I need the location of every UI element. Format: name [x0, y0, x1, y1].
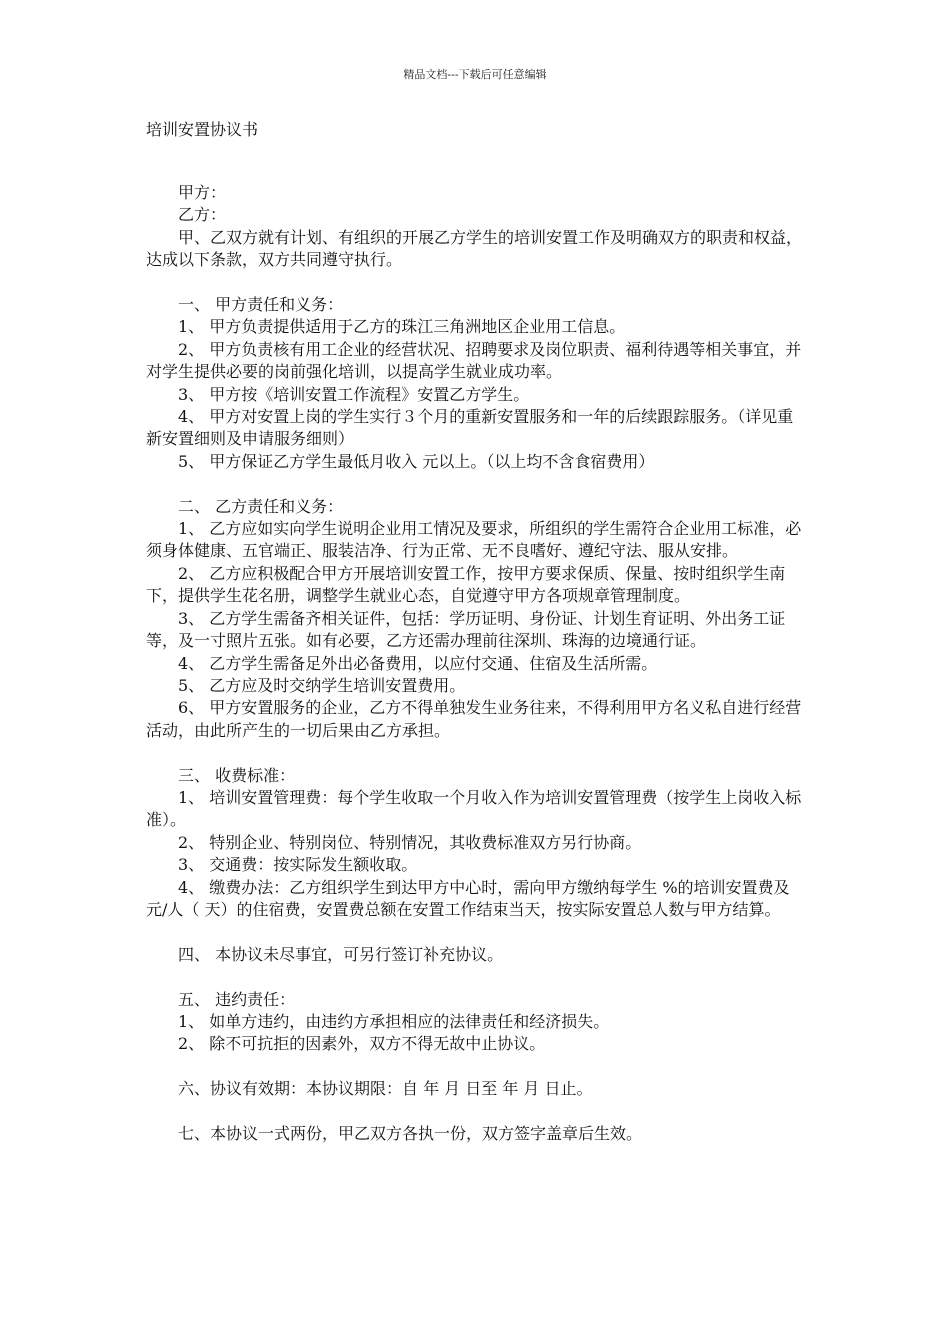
section5-heading: 五、 违约责任：: [178, 989, 296, 1009]
page-header: 精品文档---下载后可任意编辑: [403, 68, 547, 81]
section4-text: 四、 本协议未尽事宜，可另行签订补充协议。: [178, 944, 504, 964]
section3-item: 2、 特别企业、特别岗位、特别情况，其收费标准双方另行协商。: [178, 832, 642, 852]
section2-item: 1、 乙方应如实向学生说明企业用工情况及要求，所组织的学生需符合企业用工标准，必须身体健康、五官端正、服装洁净、行为正常、无不良嗜好、遵纪守法、服从安排。: [146, 519, 802, 561]
section2-heading: 二、 乙方责任和义务：: [178, 496, 344, 516]
section2-item: 2、 乙方应积极配合甲方开展培训安置工作，按甲方要求保质、保量、按时组织学生南下，提供学生花名册，调整学生就业心态，自觉遵守甲方各项规章管理制度。: [146, 563, 786, 606]
document-title: 培训安置协议书: [146, 120, 259, 139]
section5-item: 2、 除不可抗拒的因素外，双方不得无故中止协议。: [178, 1034, 546, 1054]
section2-item: 4、 乙方学生需备足外出必备费用，以应付交通、住宿及生活所需。: [178, 653, 658, 673]
intro-paragraph: 甲、乙双方就有计划、有组织的开展乙方学生的培训安置工作及明确双方的职责和权益，达成以下条款，双方共同遵守执行。: [146, 227, 803, 270]
section1-item: 5、 甲方保证乙方学生最低月收入 元以上。（以上均不含食宿费用）: [178, 451, 655, 471]
section2-item: 5、 乙方应及时交纳学生培训安置费用。: [178, 675, 466, 695]
section1-item: 4、 甲方对安置上岗的学生实行３个月的重新安置服务和一年的后续跟踪服务。（详见重新安置细则及申请服务细则）: [146, 407, 794, 449]
party-b-line: 乙方：: [178, 205, 227, 225]
document-body: [146, 182, 806, 1145]
section5-item: 1、 如单方违约，由违约方承担相应的法律责任和经济损失。: [178, 1011, 610, 1031]
section1-heading: 一、 甲方责任和义务：: [178, 295, 344, 315]
section6-text: 六、协议有效期：本协议期限：自 年 月 日至 年 月 日止。: [178, 1079, 593, 1099]
party-a-line: 甲方：: [178, 183, 227, 202]
section2-item: 3、 乙方学生需备齐相关证件，包括：学历证明、身份证、计划生育证明、外出务工证等，及一寸照片五张。如有必要，乙方还需办理前往深圳、珠海的边境通行证。: [146, 608, 786, 651]
section1-item: 3、 甲方按《培训安置工作流程》安置乙方学生。: [178, 384, 530, 404]
section1-item: 2、 甲方负责核有用工企业的经营状况、招聘要求及岗位职责、福利待遇等相关事宜，并对学生提供必要的岗前强化培训，以提高学生就业成功率。: [146, 339, 802, 382]
section7-text: 七、本协议一式两份，甲乙双方各执一份，双方签字盖章后生效。: [178, 1123, 643, 1143]
section2-item: 6、 甲方安置服务的企业，乙方不得单独发生业务往来，不得利用甲方名义私自进行经营活动，由此所产生的一切后果由乙方承担。: [146, 698, 802, 740]
section3-heading: 三、 收费标准：: [178, 765, 296, 785]
section3-item: 3、 交通费：按实际发生额收取。: [178, 855, 418, 875]
section3-item: 4、 缴费办法：乙方组织学生到达甲方中心时，需向甲方缴纳每学生 %的培训安置费及 元/人（ 天）的住宿费，安置费总额在安置工作结束当天，按实际安置总人数与甲方结算。: [146, 877, 790, 919]
section1-item: 1、 甲方负责提供适用于乙方的珠江三角洲地区企业用工信息。: [178, 317, 626, 337]
section3-item: 1、 培训安置管理费：每个学生收取一个月收入作为培训安置管理费（按学生上岗收入标准）。: [146, 787, 802, 830]
